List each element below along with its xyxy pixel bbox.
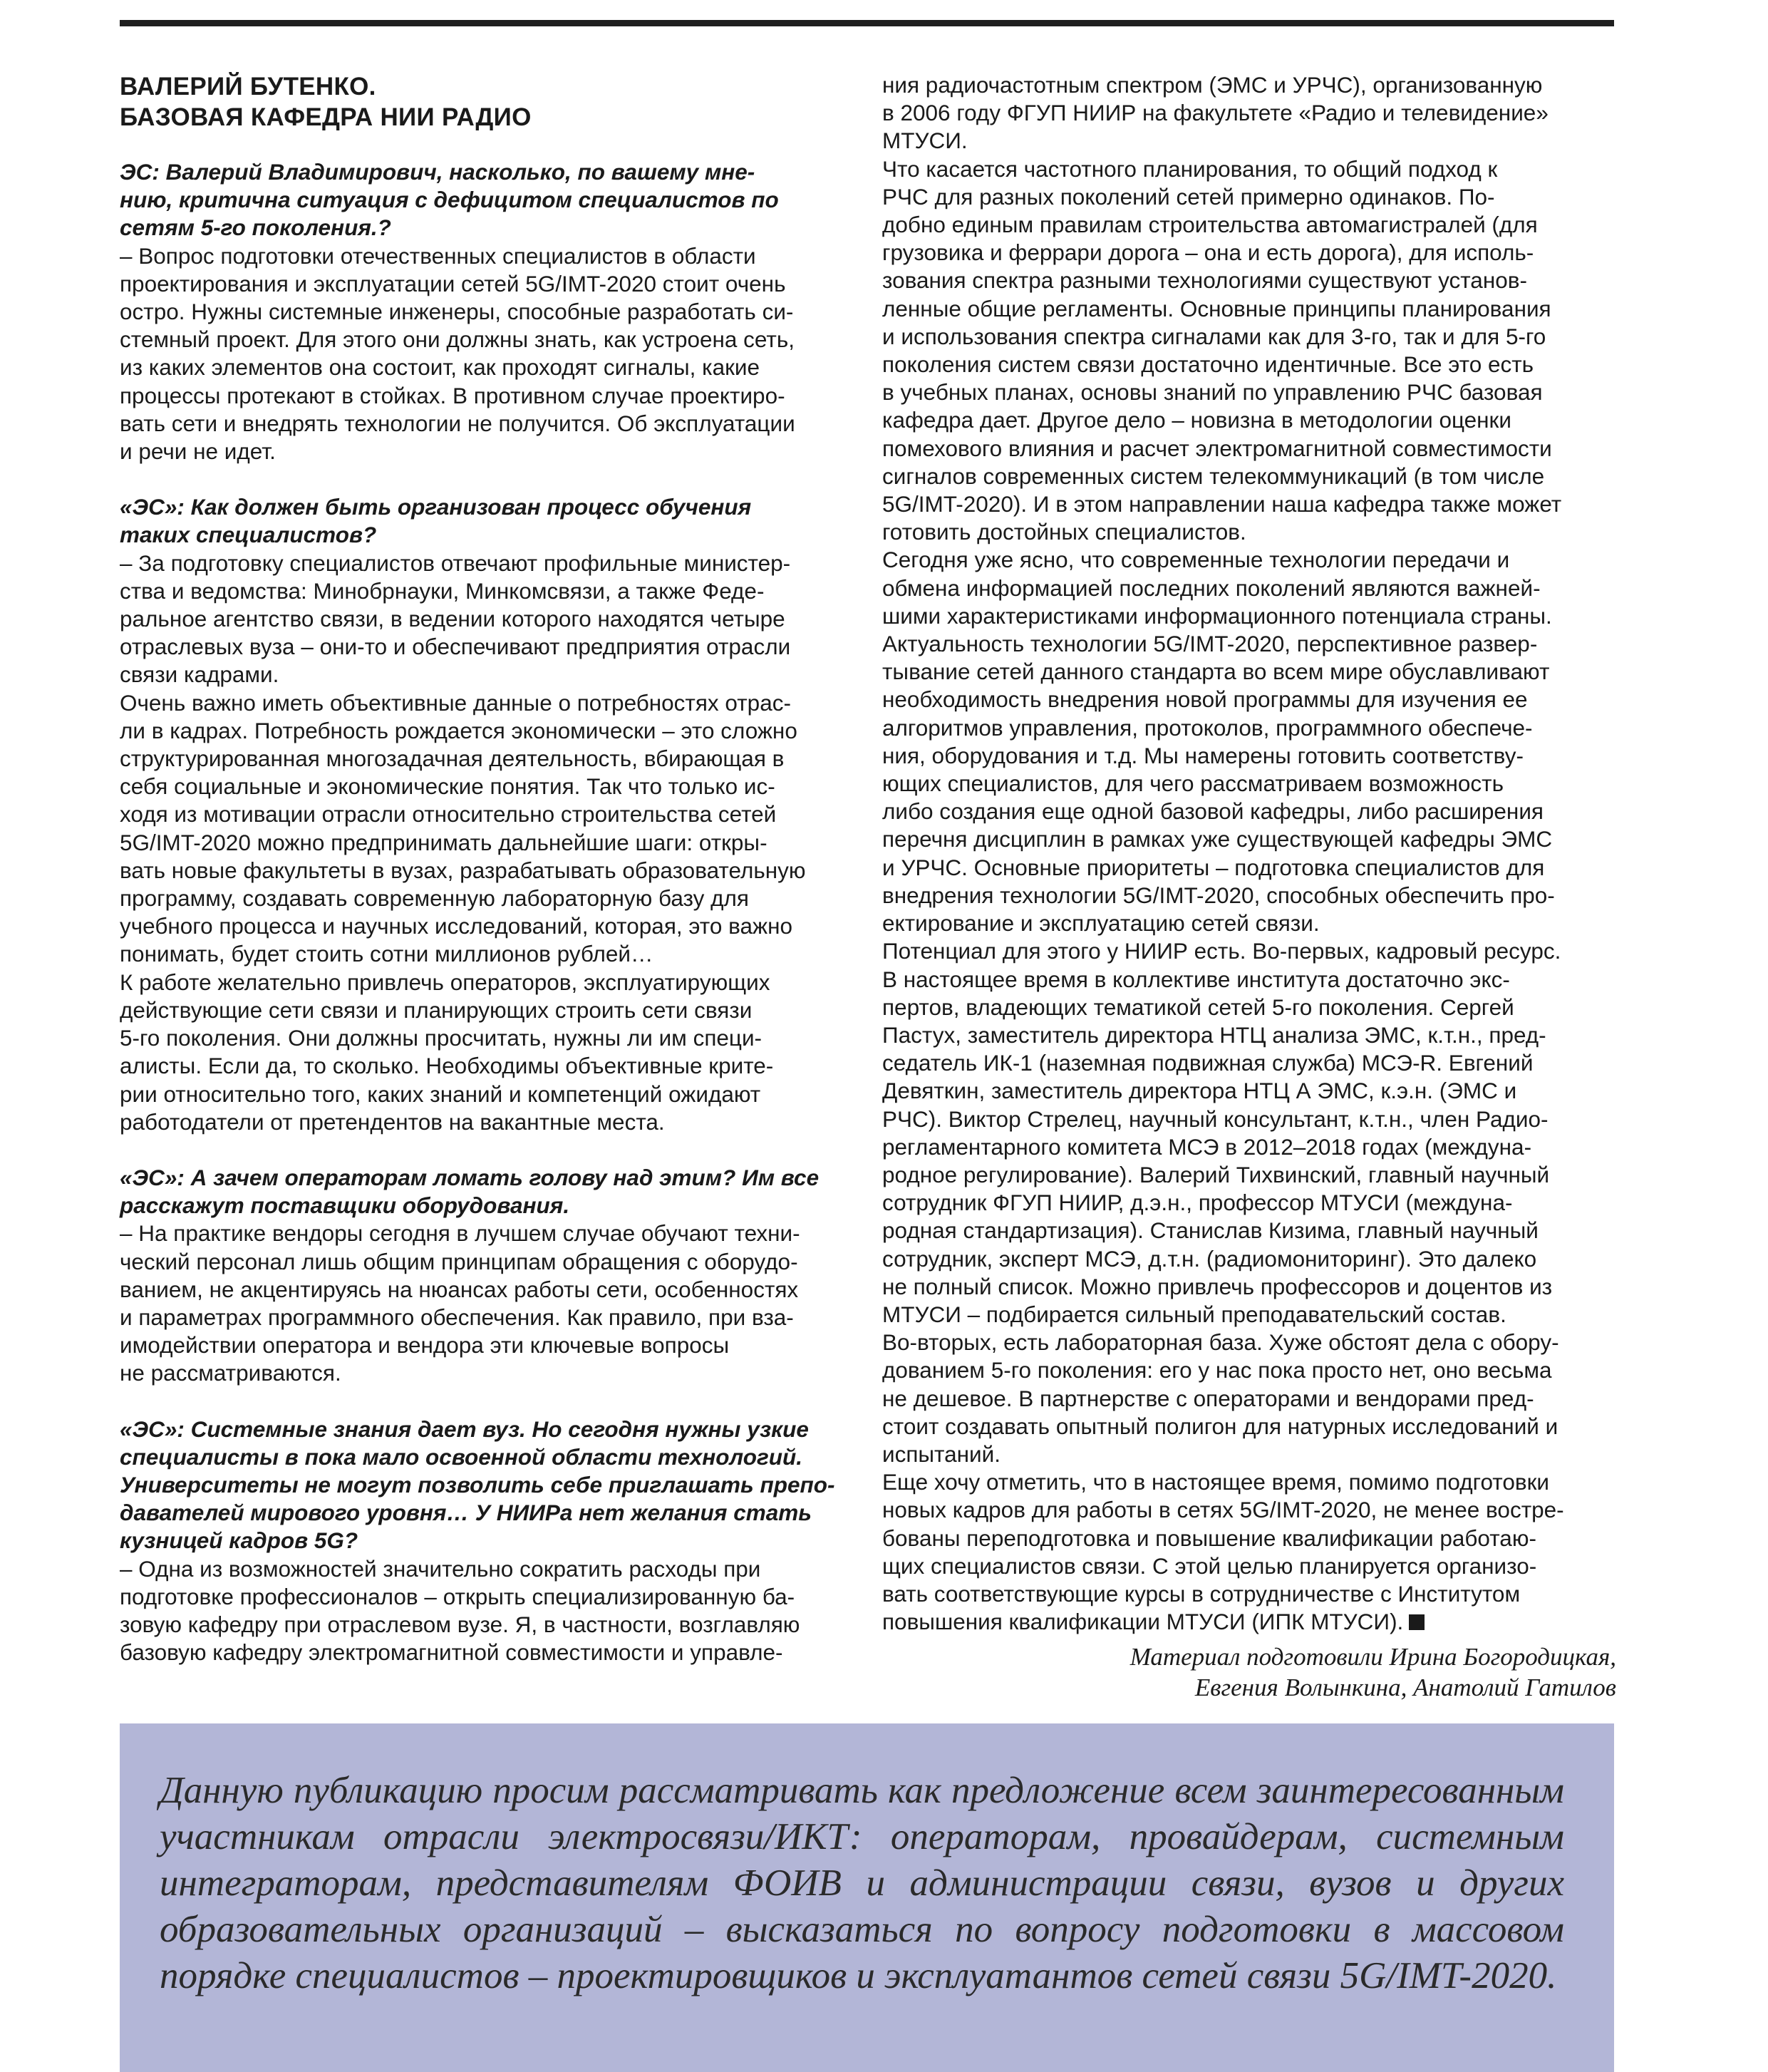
text-line: 5G/IMT-2020 можно предпринимать дальнейшие шаги: откры- — [120, 829, 767, 855]
text-line: грузовика и феррари дорога – она и есть дорога), для исполь- — [882, 239, 1534, 266]
text-line: ющих специалистов, для чего рассматриваем возможность — [882, 770, 1504, 797]
text-line: – За подготовку специалистов отвечают профильные министер- — [120, 550, 791, 576]
text-line: стоит создавать опытный полигон для натурных исследований и — [882, 1413, 1558, 1439]
text-line: ния, оборудования и т.д. Мы намерены готовить соответству- — [882, 742, 1524, 768]
text-line: родное регулирование). Валерий Тихвинский, главный научный — [882, 1161, 1550, 1187]
text-line: сотрудник ФГУП НИИР, д.э.н., профессор МТУСИ (междуна- — [882, 1190, 1513, 1216]
end-of-article-square-icon — [1409, 1614, 1425, 1630]
text-line: подготовке профессионалов – открыть специализированную ба- — [120, 1583, 795, 1609]
text-line: регламентарного комитета МСЭ в 2012–2018 годах (междуна- — [882, 1133, 1532, 1160]
text-line: зовую кафедру при отраслевом вузе. Я, в частности, возглавляю — [120, 1611, 800, 1637]
interview-question — [120, 158, 847, 242]
text-line: помехового влияния и расчет электромагнитной совместимости — [882, 435, 1552, 461]
text-line: ходя из мотивации отрасли относительно строительства сетей — [120, 801, 777, 828]
text-line: ектирование и эксплуатацию сетей связи. — [882, 910, 1320, 937]
text-line: сетям 5-го поколения.? — [120, 215, 391, 241]
text-line: ванием, не акцентируясь на нюансах работы сети, особенностях — [120, 1276, 799, 1302]
text-line: РЧС). Виктор Стрелец, научный консультант, к.т.н., член Радио- — [882, 1105, 1549, 1132]
text-line: кафедра дает. Другое дело – новизна в методологии оценки — [882, 407, 1511, 433]
text-line: ральное агентство связи, в ведении которого находятся четыре — [120, 606, 785, 632]
text-line: ния радиочастотным спектром (ЭМС и УРЧС), организованную — [882, 72, 1543, 98]
text-line: необходимость внедрения новой программы для изучения ее — [882, 686, 1528, 713]
text-line: алгоритмов управления, протоколов, программного обеспече- — [882, 714, 1533, 741]
interview-question — [120, 1164, 847, 1220]
text-line: ства и ведомства: Минобрнауки, Минкомсвязи, а также Феде- — [120, 577, 765, 604]
text-line: дованием 5-го поколения: его у нас пока просто нет, оно весьма — [882, 1357, 1552, 1383]
editorial-note-box — [120, 1723, 1614, 2072]
text-line: бованы переподготовка и повышение квалификации работаю- — [882, 1525, 1536, 1551]
right-column-body — [882, 71, 1616, 1636]
text-line: – На практике вендоры сегодня в лучшем случае обучают техни- — [120, 1220, 800, 1247]
left-column — [120, 71, 847, 1666]
text-line: процессы протекают в стойках. В противном случае проектиро- — [120, 382, 785, 408]
text-line: и параметрах программного обеспечения. Как правило, при вза- — [120, 1304, 794, 1330]
interview-question — [120, 1416, 847, 1555]
text-line: сигналов современных систем телекоммуникаций (в том числе — [882, 463, 1545, 489]
text-line: Сегодня уже ясно, что современные технологии передачи и — [882, 547, 1510, 573]
credit-line-1: Материал подготовили Ирина Богородицкая, — [1129, 1643, 1616, 1671]
text-line: сотрудник, эксперт МСЭ, д.т.н. (радиомониторинг). Это далеко — [882, 1245, 1537, 1272]
text-line: таких специалистов? — [120, 522, 377, 548]
text-line: либо создания еще одной базовой кафедры, либо расширения — [882, 798, 1544, 825]
text-line: 5-го поколения. Они должны просчитать, нужны ли им специ- — [120, 1025, 762, 1051]
text-line: ленные общие регламенты. Основные принципы планирования — [882, 295, 1551, 321]
text-line: готовить достойных специалистов. — [882, 519, 1246, 545]
text-line: МТУСИ – подбирается сильный преподавательский состав. — [882, 1301, 1506, 1327]
paragraph-gap — [120, 1136, 847, 1164]
text-line: испытаний. — [882, 1440, 1001, 1467]
text-line: К работе желательно привлечь операторов, эксплуатирующих — [120, 969, 770, 995]
text-line: повышения квалификации МТУСИ (ИПК МТУСИ). — [882, 1609, 1404, 1635]
text-line: «ЭС»: Системные знания дает вуз. Но сегодня нужны узкие — [120, 1416, 809, 1442]
text-line: себя социальные и экономические понятия. Так что только ис- — [120, 773, 775, 800]
text-line: стемный проект. Для этого они должны знать, как устроена сеть, — [120, 326, 795, 353]
text-line: зования спектра разными технологиями существуют установ- — [882, 267, 1527, 294]
interview-answer-continued — [882, 71, 1616, 1636]
text-line: МТУСИ. — [882, 128, 968, 154]
text-line: проектирования и эксплуатации сетей 5G/IMT-2020 стоит очень — [120, 270, 786, 297]
text-line: кузницей кадров 5G? — [120, 1527, 358, 1554]
text-line: базовую кафедру электромагнитной совместимости и управле- — [120, 1639, 783, 1666]
text-line: ЭС: Валерий Владимирович, насколько, по вашему мне- — [120, 159, 755, 185]
text-line: вать соответствующие курсы в сотрудничестве с Институтом — [882, 1580, 1521, 1607]
text-line: седатель ИК-1 (наземная подвижная служба) МСЭ-R. Евгений — [882, 1050, 1534, 1076]
text-line: из каких элементов она состоит, как проходят сигналы, какие — [120, 354, 760, 381]
text-line: Во-вторых, есть лабораторная база. Хуже обстоят дела с обору- — [882, 1329, 1559, 1356]
interview-answer — [120, 550, 847, 1136]
text-line: действующие сети связи и планирующих строить сети связи — [120, 996, 753, 1023]
text-line: в 2006 году ФГУП НИИР на факультете «Радио и телевидение» — [882, 100, 1549, 126]
interview-answer — [120, 1220, 847, 1387]
text-line: 5G/IMT-2020). И в этом направлении наша кафедра также может — [882, 491, 1562, 517]
text-line: родная стандартизация). Станислав Кизима, главный научный — [882, 1217, 1539, 1244]
text-line: давателей мирового уровня… У НИИРа нет желания стать — [120, 1500, 812, 1526]
text-line: новых кадров для работы в сетях 5G/IMT-2020, не менее востре- — [882, 1497, 1564, 1523]
text-line: понимать, будет стоить сотни миллионов рублей… — [120, 941, 653, 967]
text-line: не дешевое. В партнерстве с операторами и вендорами пред- — [882, 1385, 1534, 1411]
text-line: щих специалистов связи. С этой целью планируется организо- — [882, 1552, 1537, 1579]
text-line: ли в кадрах. Потребность рождается экономически – это сложно — [120, 717, 797, 743]
text-line: Университеты не могут позволить себе приглашать препо- — [120, 1471, 835, 1498]
interview-answer — [120, 242, 847, 466]
text-line: Девяткин, заместитель директора НТЦ А ЭМС, к.э.н. (ЭМС и — [882, 1078, 1517, 1104]
text-line: Очень важно иметь объективные данные о потребностях отрас- — [120, 689, 791, 716]
text-line: Пастух, заместитель директора НТЦ анализа ЭМС, к.т.н., пред- — [882, 1021, 1546, 1048]
text-line: и УРЧС. Основные приоритеты – подготовка специалистов для — [882, 854, 1545, 880]
text-line: «ЭС»: Как должен быть организован процесс обучения — [120, 494, 752, 520]
text-line: пертов, владеющих тематикой сетей 5-го поколения. Сергей — [882, 994, 1514, 1020]
right-column — [882, 71, 1616, 1703]
text-line: – Одна из возможностей значительно сократить расходы при — [120, 1555, 761, 1582]
text-line: нию, критична ситуация с дефицитом специалистов по — [120, 187, 779, 213]
text-line: перечня дисциплин в рамках уже существующей кафедры ЭМС — [882, 826, 1553, 852]
text-line: и речи не идет. — [120, 438, 276, 465]
text-line: имодействии оператора и вендора эти ключевые вопросы — [120, 1332, 730, 1359]
text-line: вать сети и внедрять технологии не получится. Об эксплуатации — [120, 410, 795, 436]
text-line: обмена информацией последних поколений являются важней- — [882, 574, 1541, 601]
text-line: поколения систем связи достаточно идентичные. Все это есть — [882, 351, 1534, 378]
heading-line-1: ВАЛЕРИЙ БУТЕНКО. — [120, 73, 376, 100]
paragraph-gap — [120, 465, 847, 493]
text-line: учебного процесса и научных исследований, которая, это важно — [120, 913, 792, 939]
text-line: программу, создавать современную лабораторную базу для — [120, 885, 749, 912]
text-line: специалисты в пока мало освоенной области технологий. — [120, 1443, 803, 1470]
text-line: и использования спектра сигналами как для 3-го, так и для 5-го — [882, 323, 1546, 349]
text-line: Потенциал для этого у НИИР есть. Во-первых, кадровый ресурс. — [882, 938, 1561, 964]
heading-line-2: БАЗОВАЯ КАФЕДРА НИИ РАДИО — [120, 103, 532, 131]
text-line: расскажут поставщики оборудования. — [120, 1192, 570, 1219]
text-line: работодатели от претендентов на вакантные места. — [120, 1108, 665, 1135]
text-line: связи кадрами. — [120, 661, 279, 688]
text-line: ческий персонал лишь общим принципам обращения с оборудо- — [120, 1248, 798, 1274]
credit-line-2: Евгения Волынкина, Анатолий Гатилов — [1194, 1674, 1616, 1702]
text-line: тывание сетей данного стандарта во всем мире обуславливают — [882, 659, 1550, 685]
text-line: Что касается частотного планирования, то общий подход к — [882, 155, 1498, 182]
text-line: алисты. Если да, то сколько. Необходимы объективные крите- — [120, 1053, 774, 1079]
text-line: отраслевых вуза – они-то и обеспечивают предприятия отрасли — [120, 634, 791, 660]
top-rule — [120, 20, 1614, 26]
text-line: В настоящее время в коллективе института достаточно экс- — [882, 966, 1510, 992]
text-line: добно единым правилам строительства автомагистралей (для — [882, 212, 1538, 238]
text-line: не рассматриваются. — [120, 1360, 341, 1386]
text-line: шими характеристиками информационного потенциала страны. — [882, 602, 1552, 629]
text-line: РЧС для разных поколений сетей примерно одинаков. По- — [882, 183, 1495, 210]
text-line: Актуальность технологии 5G/IMT-2020, перспективное развер- — [882, 631, 1538, 657]
text-line: «ЭС»: А зачем операторам ломать голову над этим? Им все — [120, 1164, 820, 1190]
text-line: Еще хочу отметить, что в настоящее время, помимо подготовки — [882, 1469, 1549, 1495]
interview-question — [120, 493, 847, 549]
text-line: в учебных планах, основы знаний по управлению РЧС базовая — [882, 379, 1543, 406]
article-heading — [120, 71, 847, 133]
paragraph-gap — [120, 1388, 847, 1416]
author-credit — [882, 1641, 1616, 1703]
text-line: внедрения технологии 5G/IMT-2020, способных обеспечить про- — [882, 882, 1555, 908]
text-line: вать новые факультеты в вузах, разрабатывать образовательную — [120, 857, 806, 883]
text-line: не полный список. Можно привлечь профессоров и доцентов из — [882, 1273, 1553, 1299]
interview-answer — [120, 1555, 847, 1667]
editorial-note-text: Данную публикацию просим рассматривать как предложение всем заинтересованным участникам отрасли электросвязи/ИКТ: операторам, провайдерам, системным интеграторам, представителям ФОИВ и администрации связи, вузов и других образовательных организаций – высказаться по вопросу подготовки в массовом порядке специалистов – проектировщиков и эксплуатантов сетей связи 5G/IMT-2020. — [160, 1770, 1564, 1996]
text-line: структурированная многозадачная деятельность, вбирающая в — [120, 746, 785, 772]
text-line: рии относительно того, каких знаний и компетенций ожидают — [120, 1081, 761, 1107]
text-line: – Вопрос подготовки отечественных специалистов в области — [120, 242, 756, 269]
text-line: остро. Нужны системные инженеры, способные разработать си- — [120, 299, 794, 325]
left-column-body — [120, 158, 847, 1666]
